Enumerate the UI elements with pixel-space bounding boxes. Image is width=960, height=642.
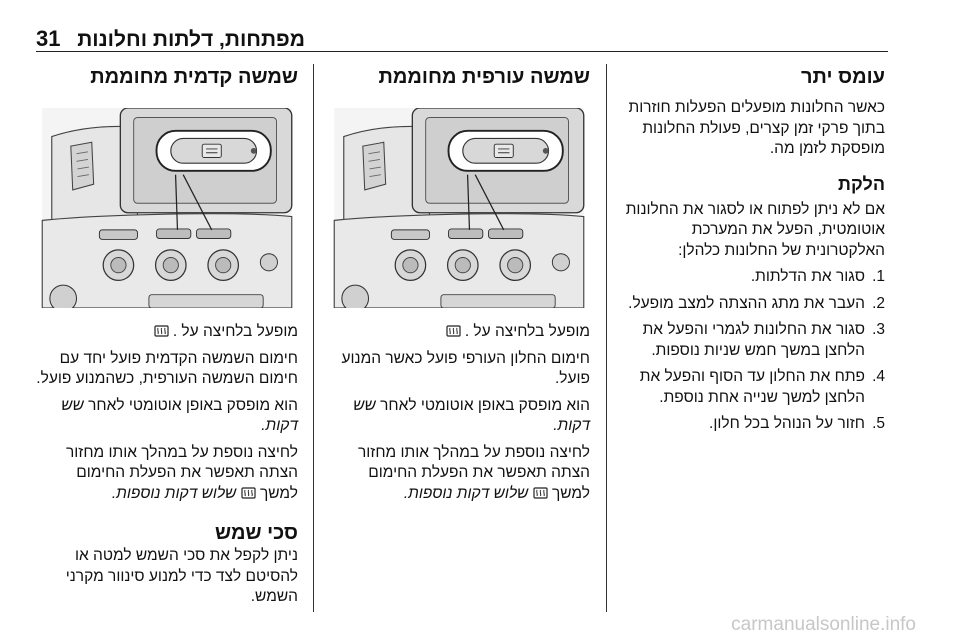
list-item [620,294,885,315]
rear-window-auto-off [328,396,590,437]
windscreen-activation [36,322,298,343]
step-number: 5. [872,415,885,432]
extend-duration: שלוש דקות נוספות. [111,484,237,502]
windscreen-operation: חימום השמשה הקדמית פועל יחד עם חימום השמשה העורפית, כשהמנוע פועל. [36,349,298,387]
step-text: העבר את מתג ההצתה למצב מופעל. [628,294,865,312]
section-heading-heated-rear-window: שמשה עורפית מחוממת [378,66,590,88]
step-text: חזור על הנוהל בכל חלון. [709,415,865,432]
left-column [36,64,298,614]
step-number: 1. [872,268,885,285]
middle-column [328,64,590,510]
auto-off-duration: שש דקות. [61,396,298,434]
extend-text: לחיצה נוספת על במהלך אותו מחזור הצתה תאפשר את הפעלת החימום למשך [66,443,298,502]
header-divider [36,51,888,52]
section-heading-sun-visors: סכי שמש [215,522,298,544]
section-heading-overload: עומס יתר [801,66,885,88]
initialisation-text: אם לא ניתן לפתוח או לסגור את החלונות אוטומטית, הפעל את המערכת האלקטרונית של החלונות כלהלן: [625,200,885,259]
windscreen-auto-off [36,396,298,437]
list-item [620,267,885,288]
auto-off-text: הוא מופסק באופן אוטומטי לאחר [375,396,590,414]
step-number: 4. [872,368,885,385]
auto-off-text: הוא מופסק באופן אוטומטי לאחר [83,396,298,414]
auto-off-duration: שש דקות. [353,396,590,434]
step-text: פתח את החלון עד הסוף והפעל את הלחצן למשך שנייה אחת נוספת. [639,368,865,406]
rear-window-extend [328,443,590,505]
watermark: carmanualsonline.info [731,614,916,635]
list-item [620,414,885,435]
page-number: 31 [36,26,61,51]
console-illustration-rear [328,108,590,308]
section-heading-heated-windscreen: שמשה קדמית מחוממת [90,66,298,88]
right-column [620,64,885,441]
rear-window-defrost-icon [446,325,461,337]
sun-visors-text: ניתן לקפל את סכי השמש למטה או להסיטם לצד כדי למנוע סינוור מקרני השמש. [65,547,298,605]
page-title: מפתחות, דלתות וחלונות [77,28,305,51]
windscreen-defrost-icon [241,487,256,499]
initialisation-steps [620,267,885,435]
extend-duration: שלוש דקות נוספות. [403,484,529,502]
column-divider-left [313,64,314,612]
list-item [620,367,885,408]
column-divider-right [606,64,607,612]
windscreen-extend [36,443,298,505]
overload-text: כאשר החלונות מופעלים הפעלות חוזרות בתוך פרקי זמן קצרים, פעולת החלונות מופסקת לזמן מה. [628,99,885,157]
activation-text: מופעל בלחיצה על . [172,323,298,340]
rear-window-defrost-icon [533,487,548,499]
extend-text: לחיצה נוספת על במהלך אותו מחזור הצתה תאפשר את הפעלת החימום למשך [358,443,590,502]
section-heading-initialisation: הלקת [838,173,885,194]
console-illustration-front [36,108,298,308]
step-text: סגור את הדלתות. [750,268,865,285]
step-number: 2. [872,294,885,312]
activation-text: מופעל בלחיצה על . [464,323,590,340]
list-item [620,320,885,361]
step-number: 3. [872,321,885,338]
windscreen-defrost-icon [154,325,169,337]
page-header [0,0,960,54]
rear-window-operation: חימום החלון העורפי פועל כאשר המנוע פועל. [341,349,590,387]
rear-window-activation [328,322,590,343]
step-text: סגור את החלונות לגמרי והפעל את הלחצן במשך חמש שניות נוספות. [642,321,865,359]
